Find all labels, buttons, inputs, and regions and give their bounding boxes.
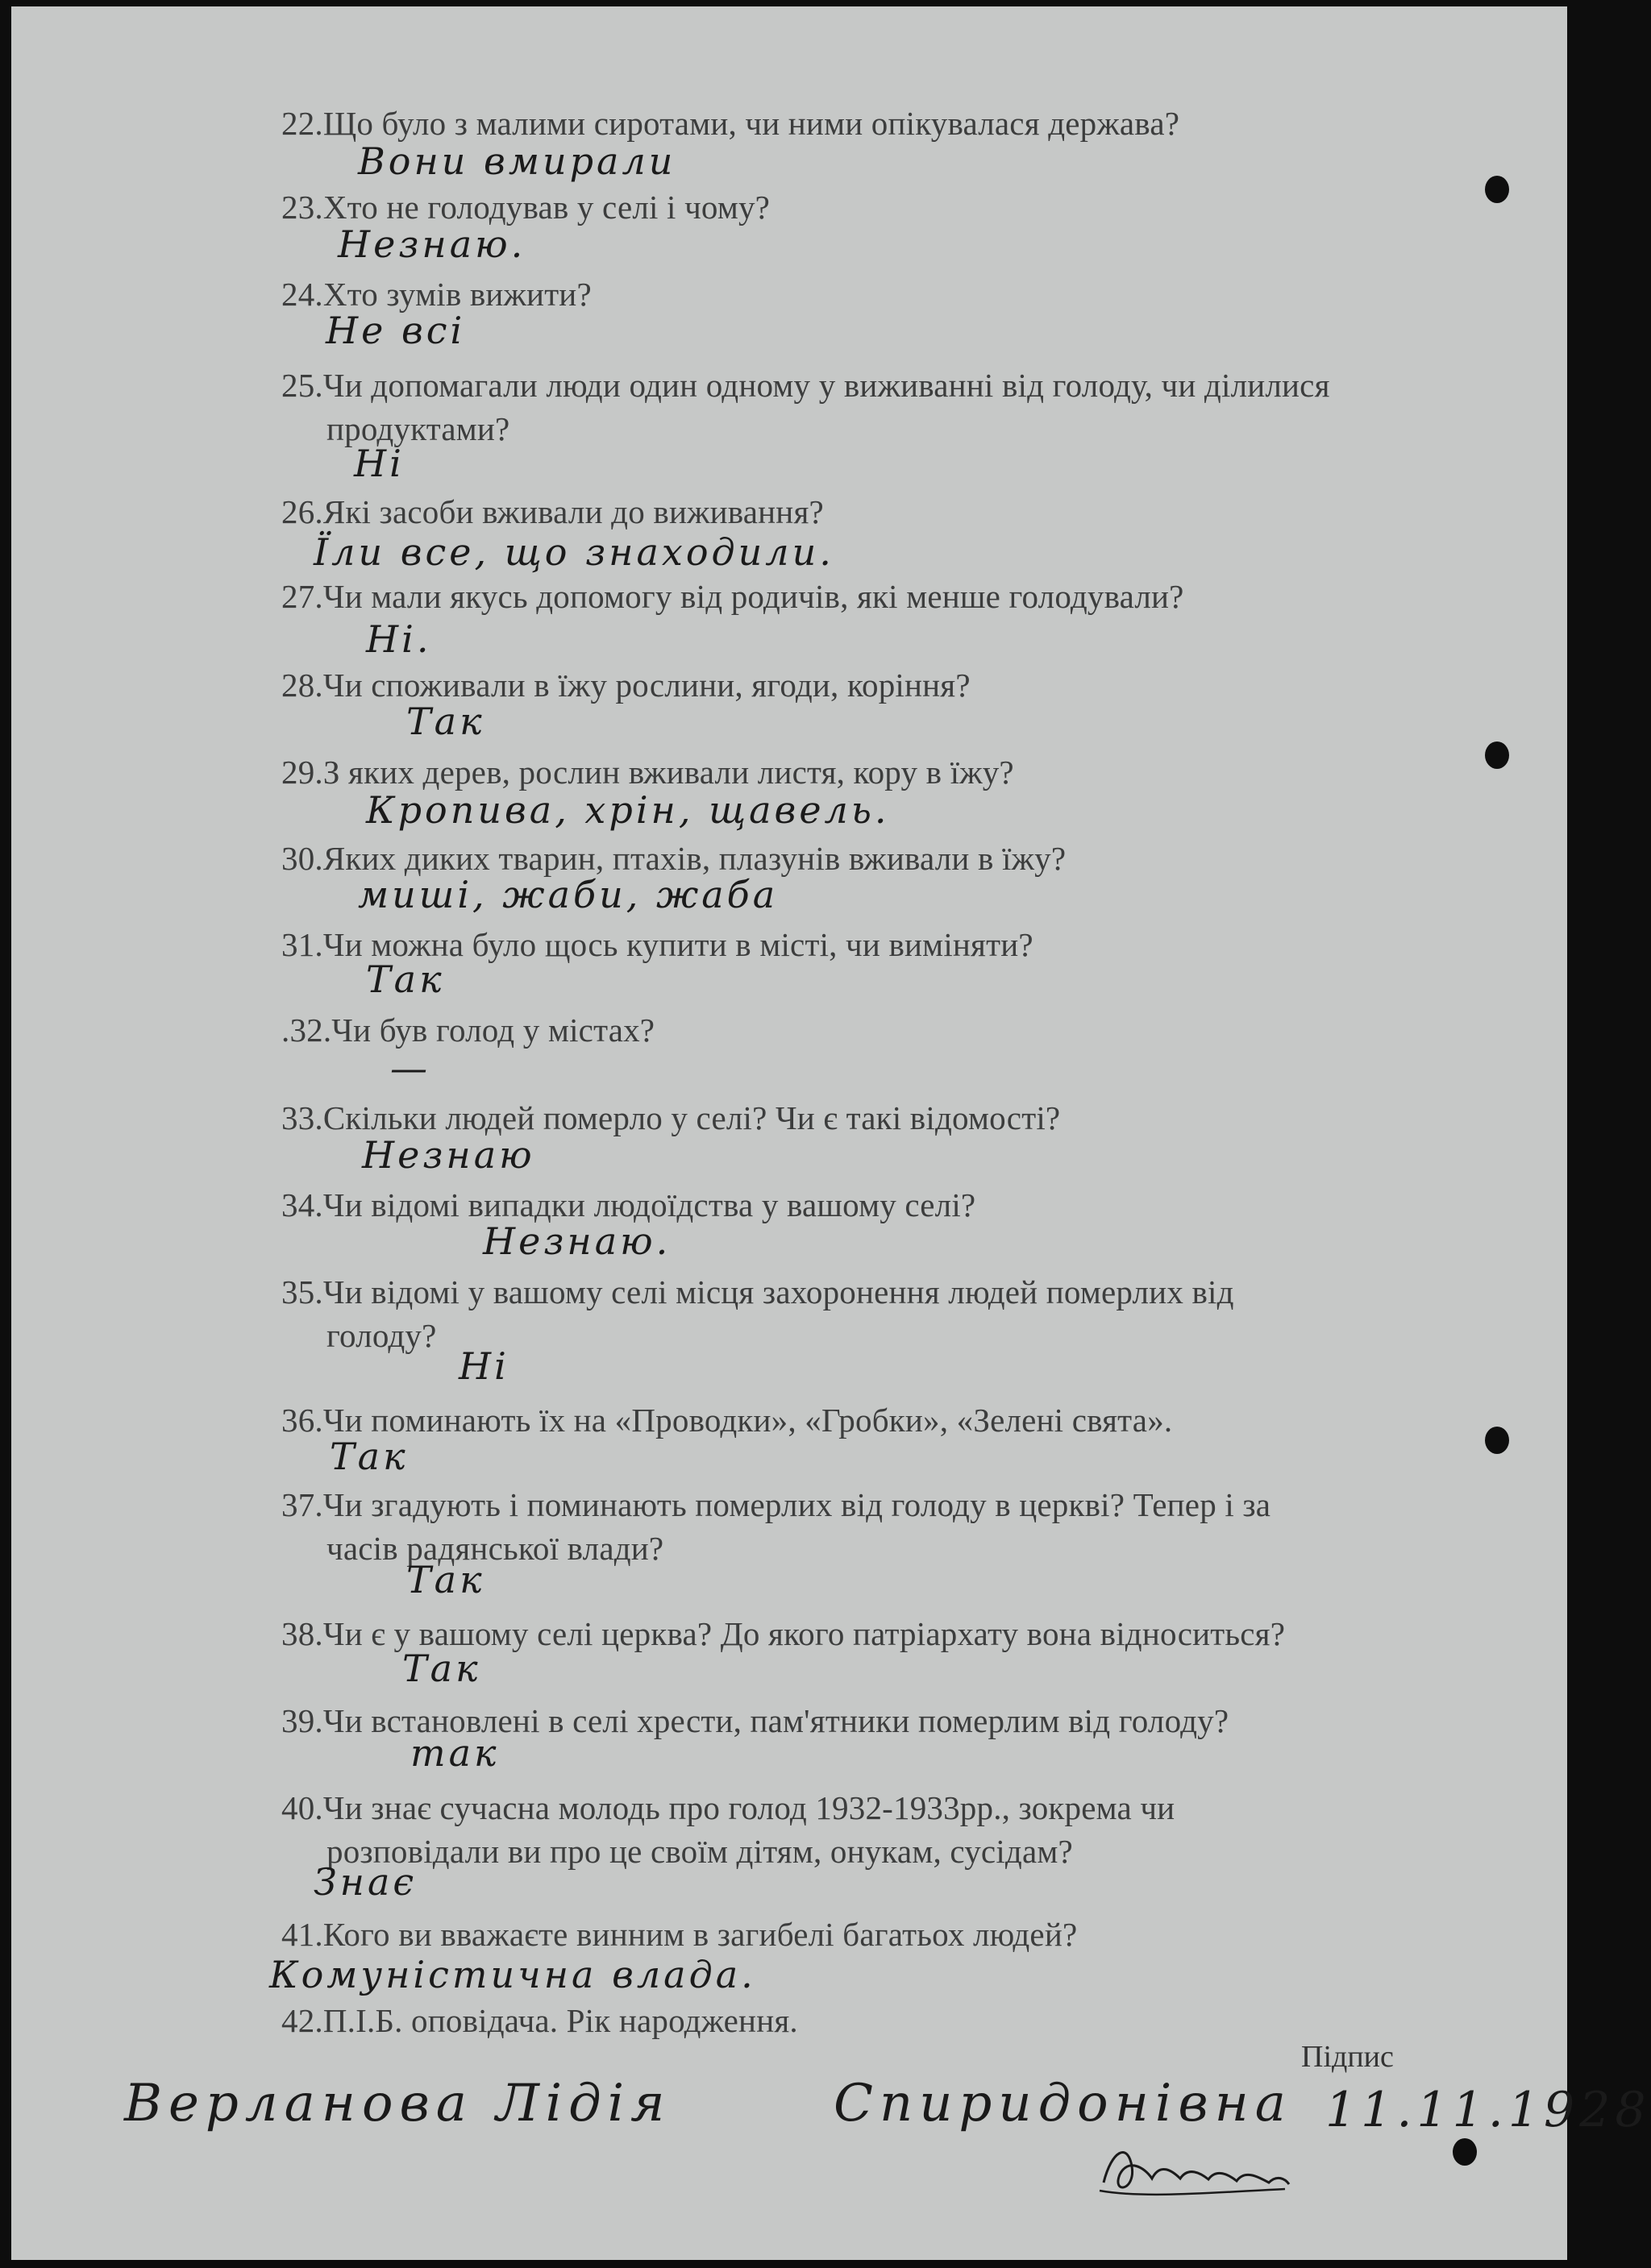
answer-27: Ні.	[366, 617, 432, 661]
punch-hole	[1485, 176, 1509, 203]
question-24: 24.Хто зумів вижити?	[281, 276, 592, 313]
answer-39: так	[410, 1731, 500, 1775]
answer-23: Незнаю.	[338, 222, 526, 266]
punch-hole	[1485, 741, 1509, 769]
answer-26: Їли все, що знаходили.	[314, 530, 834, 574]
punch-hole	[1485, 1427, 1509, 1454]
question-31: 31.Чи можна було щось купити в місті, чи виміняти?	[281, 926, 1033, 963]
question-36: 36.Чи поминають їх на «Проводки», «Гробки», «Зелені свята».	[281, 1402, 1173, 1439]
question-23: 23.Хто не голодував у селі і чому?	[281, 189, 771, 226]
answer-24: Не всі	[326, 309, 466, 352]
question-28: 28.Чи споживали в їжу рослини, ягоди, коріння?	[281, 667, 971, 704]
question-27: 27.Чи мали якусь допомогу від родичів, які менше голодували?	[281, 578, 1184, 615]
answer-34: Незнаю.	[483, 1219, 672, 1263]
question-32: .32.Чи був голод у містах?	[281, 1011, 655, 1049]
answer-40: Знає	[314, 1860, 418, 1904]
birth-date: 11.11.1928	[1325, 2082, 1651, 2138]
signature-mark	[1096, 2134, 1297, 2207]
answer-30: миші, жаби, жаба	[358, 873, 779, 916]
respondent-patronymic: Спиридонівна	[834, 2074, 1292, 2133]
answer-36: Так	[330, 1435, 409, 1478]
question-37: 37.Чи згадують і поминають померлих від голоду в церкві? Тепер і за часів радянської влади?	[281, 1486, 1271, 1567]
question-42: 42.П.І.Б. оповідача. Рік народження.	[281, 2002, 798, 2039]
answer-28: Так	[406, 700, 485, 743]
answer-37: Так	[406, 1558, 485, 1601]
answer-38: Так	[402, 1647, 481, 1690]
answer-22: Вони вмирали	[358, 139, 676, 183]
question-41: 41.Кого ви вважаєте винним в загибелі багатьох людей?	[281, 1916, 1078, 1953]
answer-31: Так	[366, 957, 445, 1001]
question-34: 34.Чи відомі випадки людоїдства у вашому селі?	[281, 1186, 976, 1223]
question-39: 39.Чи встановлені в селі хрести, пам'ятники померлим від голоду?	[281, 1702, 1229, 1739]
answer-29: Кропива, хрін, щавель.	[366, 788, 890, 832]
answer-33: Незнаю	[362, 1133, 535, 1177]
question-22: 22.Що було з малими сиротами, чи ними опікувалася держава?	[281, 105, 1180, 142]
question-29: 29.З яких дерев, рослин вживали листя, кору в їжу?	[281, 754, 1014, 791]
question-33: 33.Скільки людей померло у селі? Чи є такі відомості?	[281, 1099, 1061, 1136]
questionnaire-page	[11, 6, 1651, 2260]
answer-32: —	[390, 1046, 430, 1090]
question-30: 30.Яких диких тварин, птахів, плазунів вживали в їжу?	[281, 840, 1067, 877]
question-40: 40.Чи знає сучасна молодь про голод 1932-1933рр., зокрема чи розповідали ви про це своїм дітям, онукам, сусідам?	[281, 1789, 1175, 1870]
signature-label: Підпис	[1301, 2040, 1394, 2074]
question-35: 35.Чи відомі у вашому селі місця захоронення людей померлих від голоду?	[281, 1273, 1234, 1354]
question-25: 25.Чи допомагали люди один одному у виживанні від голоду, чи ділилися продуктами?	[281, 367, 1330, 447]
answer-35: Ні	[459, 1344, 509, 1388]
answer-25: Ні	[354, 442, 405, 485]
answer-41: Комуністична влада.	[269, 1953, 756, 1996]
respondent-name: Верланова Лідія	[124, 2074, 672, 2133]
punch-hole	[1453, 2138, 1477, 2166]
question-38: 38.Чи є у вашому селі церква? До якого патріархату вона відноситься?	[281, 1615, 1286, 1652]
question-26: 26.Які засоби вживали до виживання?	[281, 493, 824, 530]
